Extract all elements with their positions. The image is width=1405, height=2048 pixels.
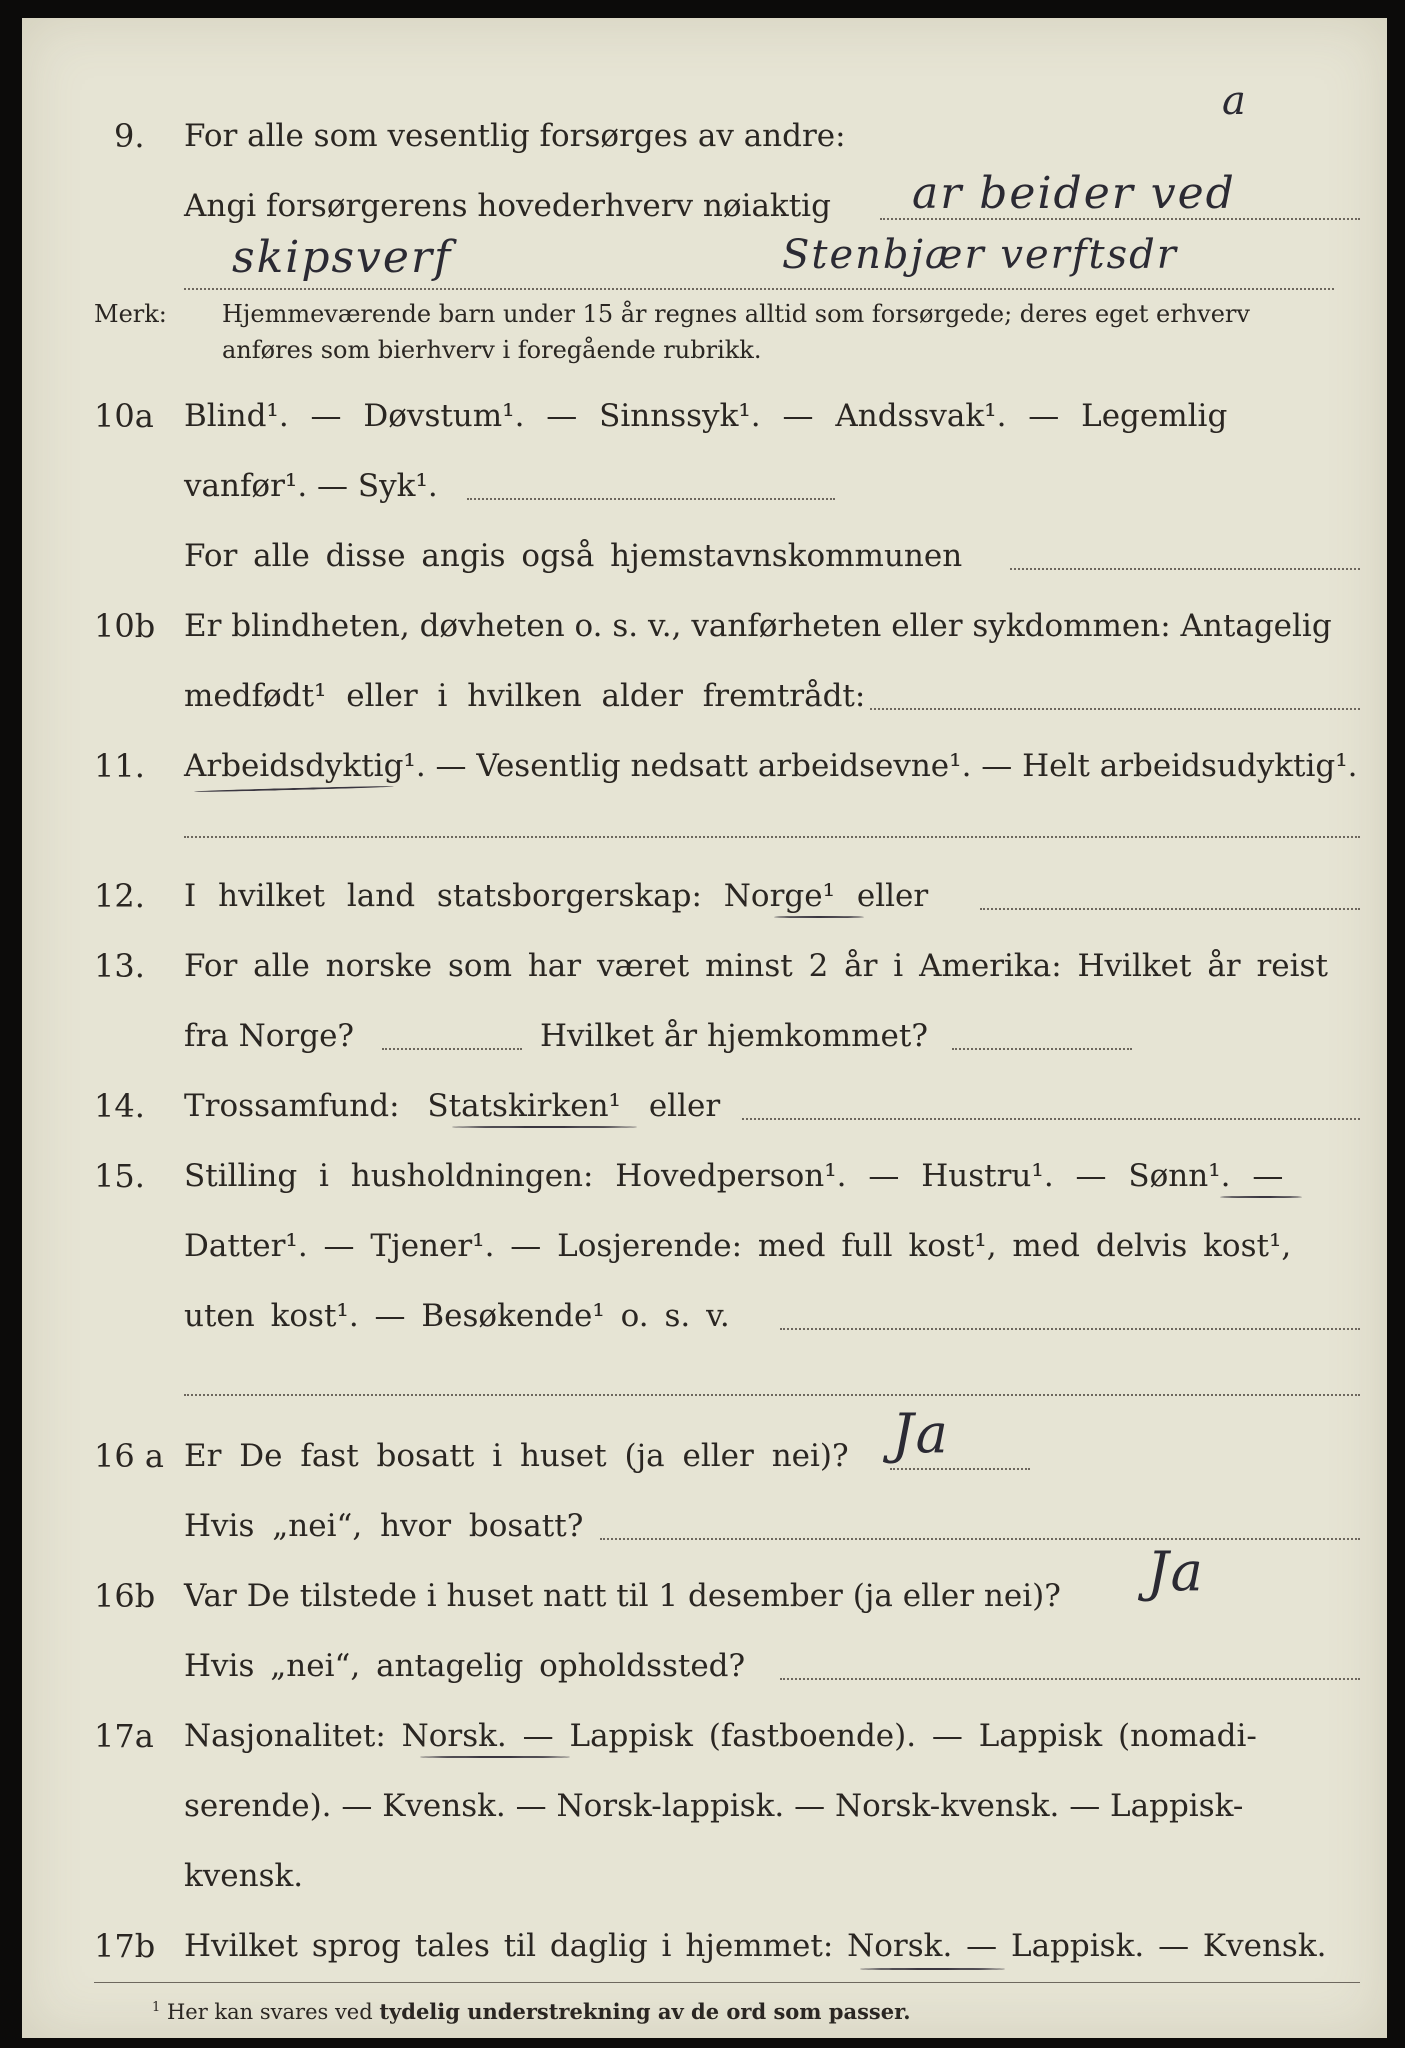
q15-answer-line xyxy=(184,1394,1360,1396)
q17a-underline-norsk xyxy=(420,1756,570,1758)
q10a-text-1: Blind¹. — Døvstum¹. — Sinnssyk¹. — Andssvak¹. — Legemlig xyxy=(184,398,1228,434)
q11-number: 11. xyxy=(94,747,145,785)
q13-number: 13. xyxy=(94,947,145,985)
q11-text-1: Arbeidsdyktig¹. — Vesentlig nedsatt arbeidsevne¹. — Helt arbeidsudyktig¹. xyxy=(184,748,1358,784)
q10b-text-1: Er blindheten, døvheten o. s. v., vanførheten eller sykdommen: Antagelig xyxy=(184,608,1332,644)
q12-eller-line xyxy=(980,908,1360,910)
q10b-number: 10b xyxy=(94,607,156,645)
q9-answer-2a: skipsverf xyxy=(232,232,453,283)
q15-text-2: Datter¹. — Tjener¹. — Losjerende: med full kost¹, med delvis kost¹, xyxy=(184,1228,1292,1264)
q17b-row-1 xyxy=(22,1916,1387,1976)
q16a-text-1: Er De fast bosatt i huset (ja eller nei)? xyxy=(184,1438,849,1474)
q16b-answer: Ja xyxy=(1147,1540,1205,1603)
q15-underline-sonn xyxy=(1220,1196,1302,1198)
merk-text-1: Hjemmeværende barn under 15 år regnes alltid som forsørgede; deres eget erhverv xyxy=(222,300,1250,328)
q15-osv-line xyxy=(780,1328,1360,1330)
q14-row-1 xyxy=(22,1076,1387,1136)
q9-mark: a xyxy=(1222,78,1248,124)
q14-underline-statskirken xyxy=(452,1126,637,1128)
q10a-text-3: For alle disse angis også hjemstavnskommunen xyxy=(184,538,963,574)
q9-number: 9. xyxy=(114,117,145,155)
q12-row-1 xyxy=(22,866,1387,926)
q9-text-2: Angi forsørgerens hovederhverv nøiaktig xyxy=(184,188,831,224)
q10a-text-2: vanfør¹. — Syk¹. xyxy=(184,468,438,504)
q17b-underline-norsk xyxy=(860,1968,1005,1970)
q10b-row-1 xyxy=(22,596,1387,656)
q17a-text-1: Nasjonalitet: Norsk. — Lappisk (fastboende). — Lappisk (nomadi- xyxy=(184,1718,1257,1754)
q10a-row-3 xyxy=(22,526,1387,586)
q16a-answer: Ja xyxy=(892,1402,950,1465)
q11-row-1 xyxy=(22,736,1387,796)
q14-eller-line xyxy=(742,1118,1360,1120)
q16b-row-2 xyxy=(22,1636,1387,1696)
footnote-mark: 1 xyxy=(152,2000,161,2015)
q17a-row-2 xyxy=(22,1776,1387,1836)
q15-text-1: Stilling i husholdningen: Hovedperson¹. — Hustru¹. — Sønn¹. — xyxy=(184,1158,1284,1194)
q15-text-3: uten kost¹. — Besøkende¹ o. s. v. xyxy=(184,1298,730,1334)
q16b-text-1: Var De tilstede i huset natt til 1 desember (ja eller nei)? xyxy=(184,1578,1061,1614)
q10b-text-2: medfødt¹ eller i hvilken alder fremtrådt: xyxy=(184,678,866,714)
q16b-text-2: Hvis „nei“, antagelig opholdssted? xyxy=(184,1648,746,1684)
q17a-text-3: kvensk. xyxy=(184,1858,304,1894)
census-form-page xyxy=(22,18,1387,2038)
footnote-text: Her kan svares ved xyxy=(166,2000,380,2024)
q17a-row-1 xyxy=(22,1706,1387,1766)
q10a-row-2 xyxy=(22,456,1387,516)
q16a-bosatt-line xyxy=(600,1538,1360,1540)
q10b-row-2 xyxy=(22,666,1387,726)
q13-reist-line xyxy=(382,1048,522,1050)
q15-number: 15. xyxy=(94,1157,145,1195)
footnote-rule xyxy=(94,1982,1360,1983)
q10a-syk-line xyxy=(467,498,835,500)
merk-label: Merk: xyxy=(94,300,167,328)
q16b-opholdssted-line xyxy=(780,1678,1360,1680)
q10a-kommune-line xyxy=(1010,568,1360,570)
q17a-row-3 xyxy=(22,1846,1387,1906)
q15-row-3 xyxy=(22,1286,1387,1346)
q11-answer-line xyxy=(184,836,1360,838)
q10a-number: 10a xyxy=(94,397,154,435)
footnote-bold: tydelig understrekning av de ord som passer. xyxy=(379,1999,911,2024)
q13-hjemkommet-line xyxy=(952,1048,1132,1050)
merk-text-2: anføres som bierhverv i foregående rubrikk. xyxy=(222,336,762,364)
q17b-text-1: Hvilket sprog tales til daglig i hjemmet: Norsk. — Lappisk. — Kvensk. xyxy=(184,1928,1327,1964)
q12-number: 12. xyxy=(94,877,145,915)
q16a-row-1 xyxy=(22,1426,1387,1486)
footnote xyxy=(152,1999,911,2024)
q10a-row-1 xyxy=(22,386,1387,446)
q13-text-2b: Hvilket år hjemkommet? xyxy=(540,1018,928,1054)
q17a-text-2: serende). — Kvensk. — Norsk-lappisk. — Norsk-kvensk. — Lappisk- xyxy=(184,1788,1244,1824)
q16a-text-2: Hvis „nei“, hvor bosatt? xyxy=(184,1508,584,1544)
q14-text-1: Trossamfund: Statskirken¹ eller xyxy=(184,1088,721,1124)
q9-answer-line-2 xyxy=(184,288,1334,290)
q13-row-2 xyxy=(22,1006,1387,1066)
q16a-answer-line xyxy=(890,1468,1030,1470)
q9-text-1: For alle som vesentlig forsørges av andre: xyxy=(184,118,846,154)
q13-row-1 xyxy=(22,936,1387,996)
q9-row-1 xyxy=(22,106,1387,166)
q9-answer-1: ar beider ved xyxy=(912,168,1236,219)
q12-underline-norge xyxy=(774,916,864,918)
q15-row-1 xyxy=(22,1146,1387,1206)
q10b-alder-line xyxy=(870,708,1360,710)
q15-row-4 xyxy=(22,1356,1387,1416)
q11-row-2 xyxy=(22,796,1387,856)
q17a-number: 17a xyxy=(94,1717,154,1755)
q13-text-1: For alle norske som har været minst 2 år i Amerika: Hvilket år reist xyxy=(184,948,1328,984)
q9-answer-2b: Stenbjær verftsdr xyxy=(782,232,1178,278)
q15-row-2 xyxy=(22,1216,1387,1276)
q14-number: 14. xyxy=(94,1087,145,1125)
q12-text-1: I hvilket land statsborgerskap: Norge¹ eller xyxy=(184,878,929,914)
q13-text-2a: fra Norge? xyxy=(184,1018,355,1054)
q17b-number: 17b xyxy=(94,1927,156,1965)
q16b-number: 16b xyxy=(94,1577,156,1615)
q16a-number: 16 a xyxy=(94,1437,164,1475)
